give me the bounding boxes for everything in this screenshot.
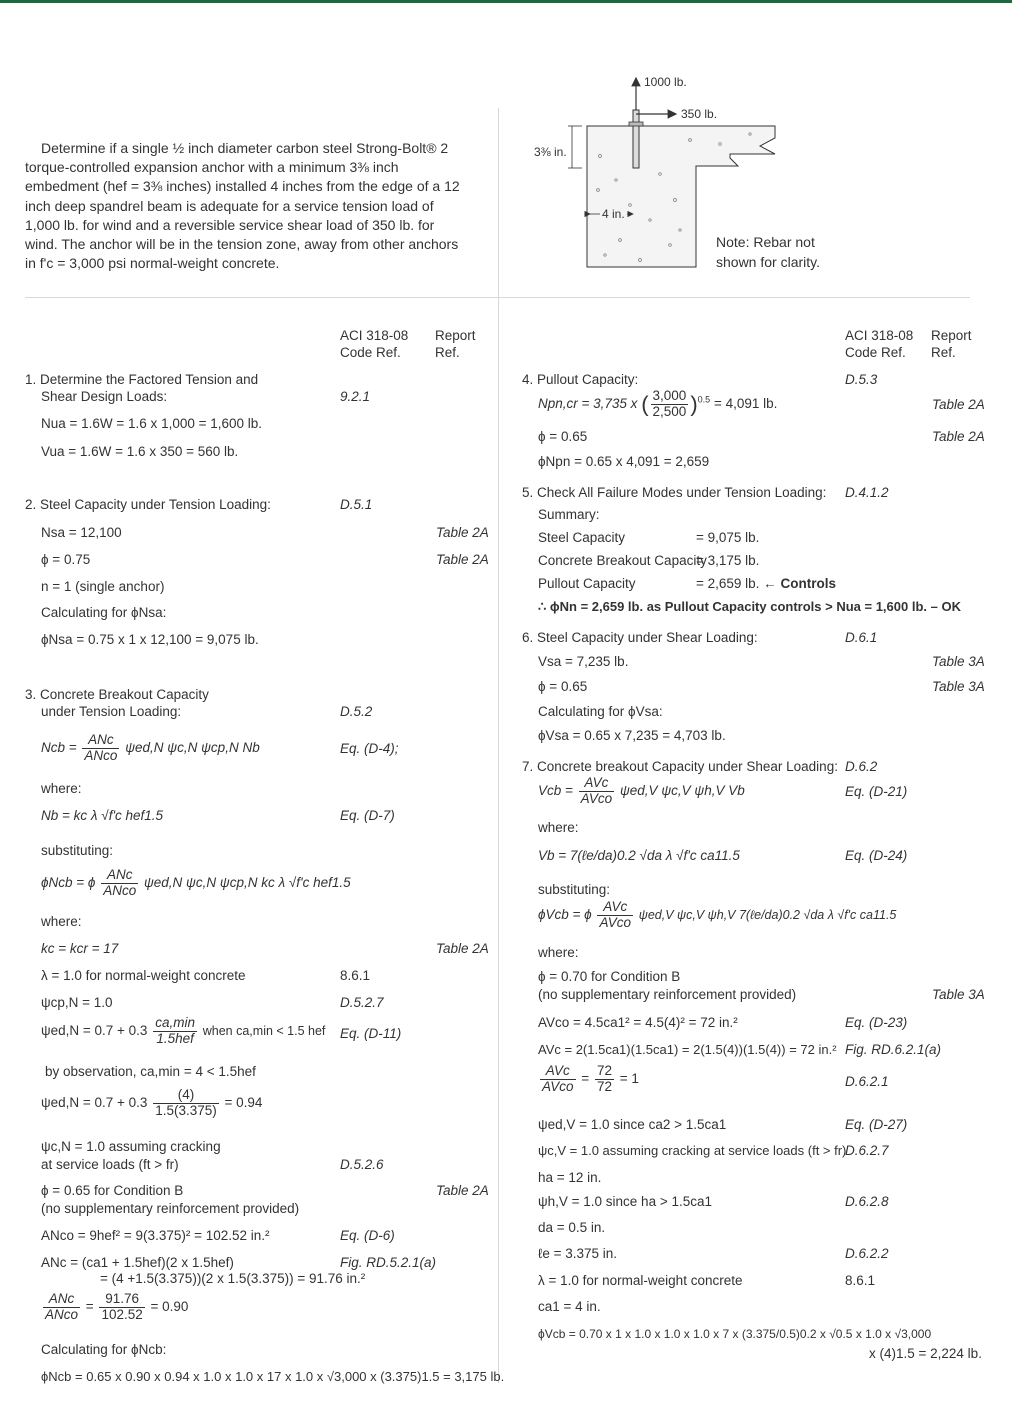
step5-pullout-label: Pullout Capacity xyxy=(538,576,636,591)
avc-ratio-num: AVc xyxy=(540,1064,576,1080)
step3-anco: ANco = 9hef² = 9(3.375)² = 102.52 in.² xyxy=(41,1228,270,1243)
avc-ratio-fraction xyxy=(540,1064,576,1095)
step7-vb: Vb = 7(ℓe/da)0.2 √da λ √f'c ca11.5 xyxy=(538,848,740,863)
step3-nb: Nb = kc λ √f'c hef1.5 xyxy=(41,808,164,823)
npn-fraction xyxy=(651,389,689,420)
step3-anc-ref: Fig. RD.5.2.1(a) xyxy=(340,1255,437,1270)
step6-vsa: Vsa = 7,235 lb. xyxy=(538,654,629,669)
step7-equation xyxy=(538,776,745,807)
problem-text: Determine if a single ½ inch diameter carbon steel Strong-Bolt® 2 torque-controlled expansion anchor with a minimum 3⅜ inch embedment (hef = 3⅜ inches) installed 4 inches from the edge of a 12 inch deep spandrel beam is adequate for a service tension load of 1,000 lb. for wind and a reversible service shear load of 350 lb. for wind. The anchor will be in the tension zone, away from other anchors in f'c = 3,000 psi normal-weight concrete. xyxy=(25,140,460,272)
npn-num: 3,000 xyxy=(652,388,687,403)
step2-nsa: Nsa = 12,100 xyxy=(41,525,122,540)
step3-psied xyxy=(41,1016,325,1047)
ratio-result: = 0.90 xyxy=(150,1298,189,1314)
step6-phi: ϕ = 0.65 xyxy=(538,679,588,694)
anc-fraction xyxy=(82,733,119,764)
avc-fraction-2 xyxy=(597,900,633,931)
step7-title: 7. Concrete breakout Capacity under Shear Loading: xyxy=(522,759,838,774)
step3-equation xyxy=(41,733,260,764)
step7-phi-report: Table 3A xyxy=(932,987,985,1002)
avc-den: AVco xyxy=(580,790,613,806)
step2-code-ref: D.5.1 xyxy=(340,497,373,512)
step3-title: 3. Concrete Breakout Capacity xyxy=(25,687,209,702)
step2-result: ϕNsa = 0.75 x 1 x 12,100 = 9,075 lb. xyxy=(41,632,259,647)
step7-ratio-ref: D.6.2.1 xyxy=(845,1074,889,1089)
step3-lambda-ref: 8.6.1 xyxy=(340,968,371,983)
step1-code-ref: 9.2.1 xyxy=(340,389,371,404)
step7-avc: AVc = 2(1.5ca1)(1.5ca1) = 2(1.5(4))(1.5(4)) = 72 in.² xyxy=(538,1042,837,1057)
step7-eq-ref: Eq. (D-21) xyxy=(845,784,908,799)
step3-phi: ϕ = 0.65 for Condition B xyxy=(41,1183,184,1198)
psied-lhs: ψed,N = 0.7 + 0.3 xyxy=(41,1022,148,1038)
avc-num: AVc xyxy=(579,776,615,792)
step6-result: ϕVsa = 0.65 x 7,235 = 4,703 lb. xyxy=(538,728,726,743)
step7-psied-ref: Eq. (D-27) xyxy=(845,1117,908,1132)
aci-header-left: ACI 318-08 xyxy=(340,328,409,343)
psied2-fraction xyxy=(153,1088,219,1119)
psied2-den: 1.5(3.375) xyxy=(155,1102,217,1118)
psied2-result: = 0.94 xyxy=(224,1094,263,1110)
step3-anc: ANc = (ca1 + 1.5hef)(2 x 1.5hef) xyxy=(41,1255,234,1270)
pullout-value: = 2,659 lb. ← xyxy=(696,576,777,591)
step7-final: ϕVcb = 0.70 x 1 x 1.0 x 1.0 x 1.0 x 7 x (3.375/0.5)0.2 x √0.5 x 1.0 x √3,000 xyxy=(538,1327,932,1341)
step3-kc: kc = kcr = 17 xyxy=(41,941,119,956)
step3-where-2: where: xyxy=(41,914,82,929)
step3-ratio: $\frac{\text{ANc}}{\text{ANco}}$ = $\frac{91.76}{102.52}$ = 0.90 xyxy=(45,1291,189,1322)
step7-vb-ref: Eq. (D-24) xyxy=(845,848,908,863)
tension-label: 1000 lb. xyxy=(644,75,687,89)
step7-le: ℓe = 3.375 in. xyxy=(538,1246,618,1261)
step7-where: where: xyxy=(538,820,579,835)
avc-num-2: AVc xyxy=(597,900,633,916)
step4-npn: Npn,cr = 3,735 x ( $\frac{3,000}{2,500}$ )$^{0.5}$ = 4,091 lb. xyxy=(538,388,778,419)
psied2-num: (4) xyxy=(153,1088,219,1104)
phi-ncb-lhs: ϕNcb = ϕ xyxy=(41,874,96,890)
step5-concrete-value: = 3,175 lb. xyxy=(696,553,760,568)
step7-phi-equation xyxy=(538,900,896,931)
step3-psicp-ref: D.5.2.7 xyxy=(340,995,384,1010)
step6-calc: Calculating for ϕVsa: xyxy=(538,704,663,719)
ratio-num: ANc xyxy=(43,1292,80,1308)
ncb-rhs: ψed,N ψc,N ψcp,N Nb xyxy=(125,739,260,755)
npn-den: 2,500 xyxy=(652,403,687,419)
step7-avco-ref: Eq. (D-23) xyxy=(845,1015,908,1030)
diagram-note-1: Note: Rebar not xyxy=(716,234,815,250)
step5-steel-value: = 9,075 lb. xyxy=(696,530,760,545)
step3-code-ref: D.5.2 xyxy=(340,704,373,719)
ratio-den: ANco xyxy=(45,1306,79,1322)
edge-distance-label: 4 in. xyxy=(602,207,625,221)
step3-phi-report: Table 2A xyxy=(436,1183,489,1198)
aci-header-left-2: Code Ref. xyxy=(340,345,401,360)
step3-nb-ref: Eq. (D-7) xyxy=(340,808,395,823)
step6-phi-report: Table 3A xyxy=(932,679,985,694)
step7-ca1: ca1 = 4 in. xyxy=(538,1299,601,1314)
frac-den: ANco xyxy=(84,747,118,763)
psied2-lhs: ψed,N = 0.7 + 0.3 xyxy=(41,1094,148,1110)
npn-lhs: Npn,cr = 3,735 x xyxy=(538,395,638,411)
step7-code-ref: D.6.2 xyxy=(845,759,878,774)
anc-fraction-2 xyxy=(101,868,138,899)
step6-title: 6. Steel Capacity under Shear Loading: xyxy=(522,630,758,645)
avc-ratio-value-fraction xyxy=(595,1064,614,1095)
step7-substituting: substituting: xyxy=(538,882,611,897)
frac-den-2: ANco xyxy=(103,882,137,898)
step7-phi-2: (no supplementary reinforcement provided) xyxy=(538,987,797,1002)
phi-vcb-rhs: ψed,V ψc,V ψh,V 7(ℓe/da)0.2 √da λ √f'c ca11.5 xyxy=(638,907,897,922)
step5-conclusion: ∴ ϕNn = 2,659 lb. as Pullout Capacity controls > Nua = 1,600 lb. – OK xyxy=(538,599,961,614)
avc-ratio-result: = 1 xyxy=(619,1070,639,1086)
problem-statement xyxy=(25,139,465,273)
step7-psih: ψh,V = 1.0 since ha > 1.5ca1 xyxy=(538,1194,712,1209)
step2-phi-report: Table 2A xyxy=(436,552,489,567)
embedment-label: 3⅜ in. xyxy=(534,145,567,159)
shear-label: 350 lb. xyxy=(681,107,718,121)
step1-vua: Vua = 1.6W = 1.6 x 350 = 560 lb. xyxy=(41,444,239,459)
step2-n: n = 1 (single anchor) xyxy=(41,579,165,594)
vcb-rhs: ψed,V ψc,V ψh,V Vb xyxy=(619,782,745,798)
step7-lambda: λ = 1.0 for normal-weight concrete xyxy=(538,1273,743,1288)
step3-psic: ψc,N = 1.0 assuming cracking xyxy=(41,1139,221,1154)
avc-ratio-den: AVco xyxy=(542,1078,574,1094)
psied-fraction xyxy=(153,1016,197,1047)
npn-exponent: 0.5 xyxy=(697,394,711,405)
step2-calc: Calculating for ϕNsa: xyxy=(41,605,167,620)
step2-nsa-report: Table 2A xyxy=(436,525,489,540)
anchor-bolt xyxy=(633,110,639,168)
step5-title: 5. Check All Failure Modes under Tension Loading: xyxy=(522,485,827,500)
step7-psied: ψed,V = 1.0 since ca2 > 1.5ca1 xyxy=(538,1117,727,1132)
step3-where: where: xyxy=(41,781,82,796)
ratio-vden: 102.52 xyxy=(101,1306,143,1322)
report-header-left-2: Ref. xyxy=(435,345,460,360)
step5-code-ref: D.4.1.2 xyxy=(845,485,889,500)
step5-steel-label: Steel Capacity xyxy=(538,530,626,545)
step5-summary: Summary: xyxy=(538,507,600,522)
step6-code-ref: D.6.1 xyxy=(845,630,878,645)
diagram-note-2: shown for clarity. xyxy=(716,254,820,270)
step7-final-2: x (4)1.5 = 2,224 lb. xyxy=(869,1346,982,1361)
ratio-value-fraction xyxy=(99,1292,144,1323)
step5-concrete-label: Concrete Breakout Capacity xyxy=(538,553,707,568)
step2-phi: ϕ = 0.75 xyxy=(41,552,91,567)
step1-title: 1. Determine the Factored Tension and xyxy=(25,372,259,387)
step7-lambda-ref: 8.6.1 xyxy=(845,1273,876,1288)
section-divider xyxy=(25,297,970,298)
avc-ratio-vden: 72 xyxy=(596,1078,612,1094)
step7-where-2: where: xyxy=(538,945,579,960)
psied-den: 1.5hef xyxy=(156,1030,194,1046)
step4-code-ref: D.5.3 xyxy=(845,372,878,387)
step3-phi-2: (no supplementary reinforcement provided) xyxy=(41,1201,300,1216)
step7-avc-ref: Fig. RD.6.2.1(a) xyxy=(845,1042,942,1057)
avc-fraction xyxy=(579,776,615,807)
step3-psied-ref: Eq. (D-11) xyxy=(340,1026,402,1041)
step7-avco: AVco = 4.5ca1² = 4.5(4)² = 72 in.² xyxy=(538,1015,738,1030)
vcb-lhs: Vcb = xyxy=(538,782,573,798)
step2-title: 2. Steel Capacity under Tension Loading: xyxy=(25,497,271,512)
step3-kc-report: Table 2A xyxy=(436,941,489,956)
npn-rhs: = 4,091 lb. xyxy=(713,395,778,411)
step7-le-ref: D.6.2.2 xyxy=(845,1246,889,1261)
step3-observation: by observation, ca,min = 4 < 1.5hef xyxy=(45,1064,256,1079)
step3-anc-2: = (4 +1.5(3.375))(2 x 1.5(3.375)) = 91.76 in.² xyxy=(100,1271,366,1286)
step3-psied-value xyxy=(41,1088,262,1119)
step5-pullout-value xyxy=(696,576,836,593)
step4-title: 4. Pullout Capacity: xyxy=(522,372,639,387)
controls-label: Controls xyxy=(780,576,836,591)
step3-anco-ref: Eq. (D-6) xyxy=(340,1228,395,1243)
aci-header-right: ACI 318-08 xyxy=(845,328,914,343)
top-accent-bar xyxy=(0,0,1012,3)
frac-num-2: ANc xyxy=(101,868,138,884)
step3-eq-ref: Eq. (D-4); xyxy=(340,741,399,756)
report-header-right-2: Ref. xyxy=(931,345,956,360)
avc-den-2: AVco xyxy=(599,914,631,930)
frac-num: ANc xyxy=(82,733,119,749)
step6-vsa-report: Table 3A xyxy=(932,654,985,669)
step3-psic-2: at service loads (ft > fr) xyxy=(41,1157,179,1172)
ncb-lhs: Ncb = xyxy=(41,739,77,755)
phi-ncb-rhs: ψed,N ψc,N ψcp,N kc λ √f'c hef1.5 xyxy=(143,874,351,890)
psied-condition: when ca,min < 1.5 hef xyxy=(202,1023,326,1038)
step3-phi-equation xyxy=(41,868,351,899)
step7-da: da = 0.5 in. xyxy=(538,1220,606,1235)
step7-psih-ref: D.6.2.8 xyxy=(845,1194,889,1209)
step7-psic-ref: D.6.2.7 xyxy=(845,1143,889,1158)
column-divider xyxy=(498,108,499,1383)
ratio-vnum: 91.76 xyxy=(99,1292,144,1308)
step7-phi: ϕ = 0.70 for Condition B xyxy=(538,969,681,984)
step4-phi-report: Table 2A xyxy=(932,429,985,444)
step3-result: ϕNcb = 0.65 x 0.90 x 0.94 x 1.0 x 1.0 x 17 x 1.0 x √3,000 x (3.375)1.5 = 3,175 lb. xyxy=(41,1369,505,1384)
step1-title-2: Shear Design Loads: xyxy=(41,389,168,404)
step3-substituting: substituting: xyxy=(41,843,114,858)
aci-header-right-2: Code Ref. xyxy=(845,345,906,360)
report-header-right: Report xyxy=(931,328,972,343)
step7-psic: ψc,V = 1.0 assuming cracking at service loads (ft > fr) xyxy=(538,1143,847,1158)
psied-num: ca,min xyxy=(155,1015,195,1030)
step4-result: ϕNpn = 0.65 x 4,091 = 2,659 xyxy=(538,454,710,469)
step3-psic-ref: D.5.2.6 xyxy=(340,1157,384,1172)
step3-psicp: ψcp,N = 1.0 xyxy=(41,995,113,1010)
avc-ratio-vnum: 72 xyxy=(596,1063,612,1078)
ratio-fraction xyxy=(43,1292,80,1323)
step3-title-2: under Tension Loading: xyxy=(41,704,182,719)
step4-npn-report: Table 2A xyxy=(932,397,985,412)
step7-ha: ha = 12 in. xyxy=(538,1170,602,1185)
step3-calc: Calculating for ϕNcb: xyxy=(41,1342,167,1357)
phi-vcb-lhs: ϕVcb = ϕ xyxy=(538,906,592,922)
step7-ratio: $\frac{\text{AVc}}{\text{AVco}}$ = $\frac{72}{72}$ = 1 xyxy=(542,1063,639,1094)
step4-phi: ϕ = 0.65 xyxy=(538,429,588,444)
step3-lambda: λ = 1.0 for normal-weight concrete xyxy=(41,968,246,983)
step1-nua: Nua = 1.6W = 1.6 x 1,000 = 1,600 lb. xyxy=(41,416,263,431)
report-header-left: Report xyxy=(435,328,476,343)
